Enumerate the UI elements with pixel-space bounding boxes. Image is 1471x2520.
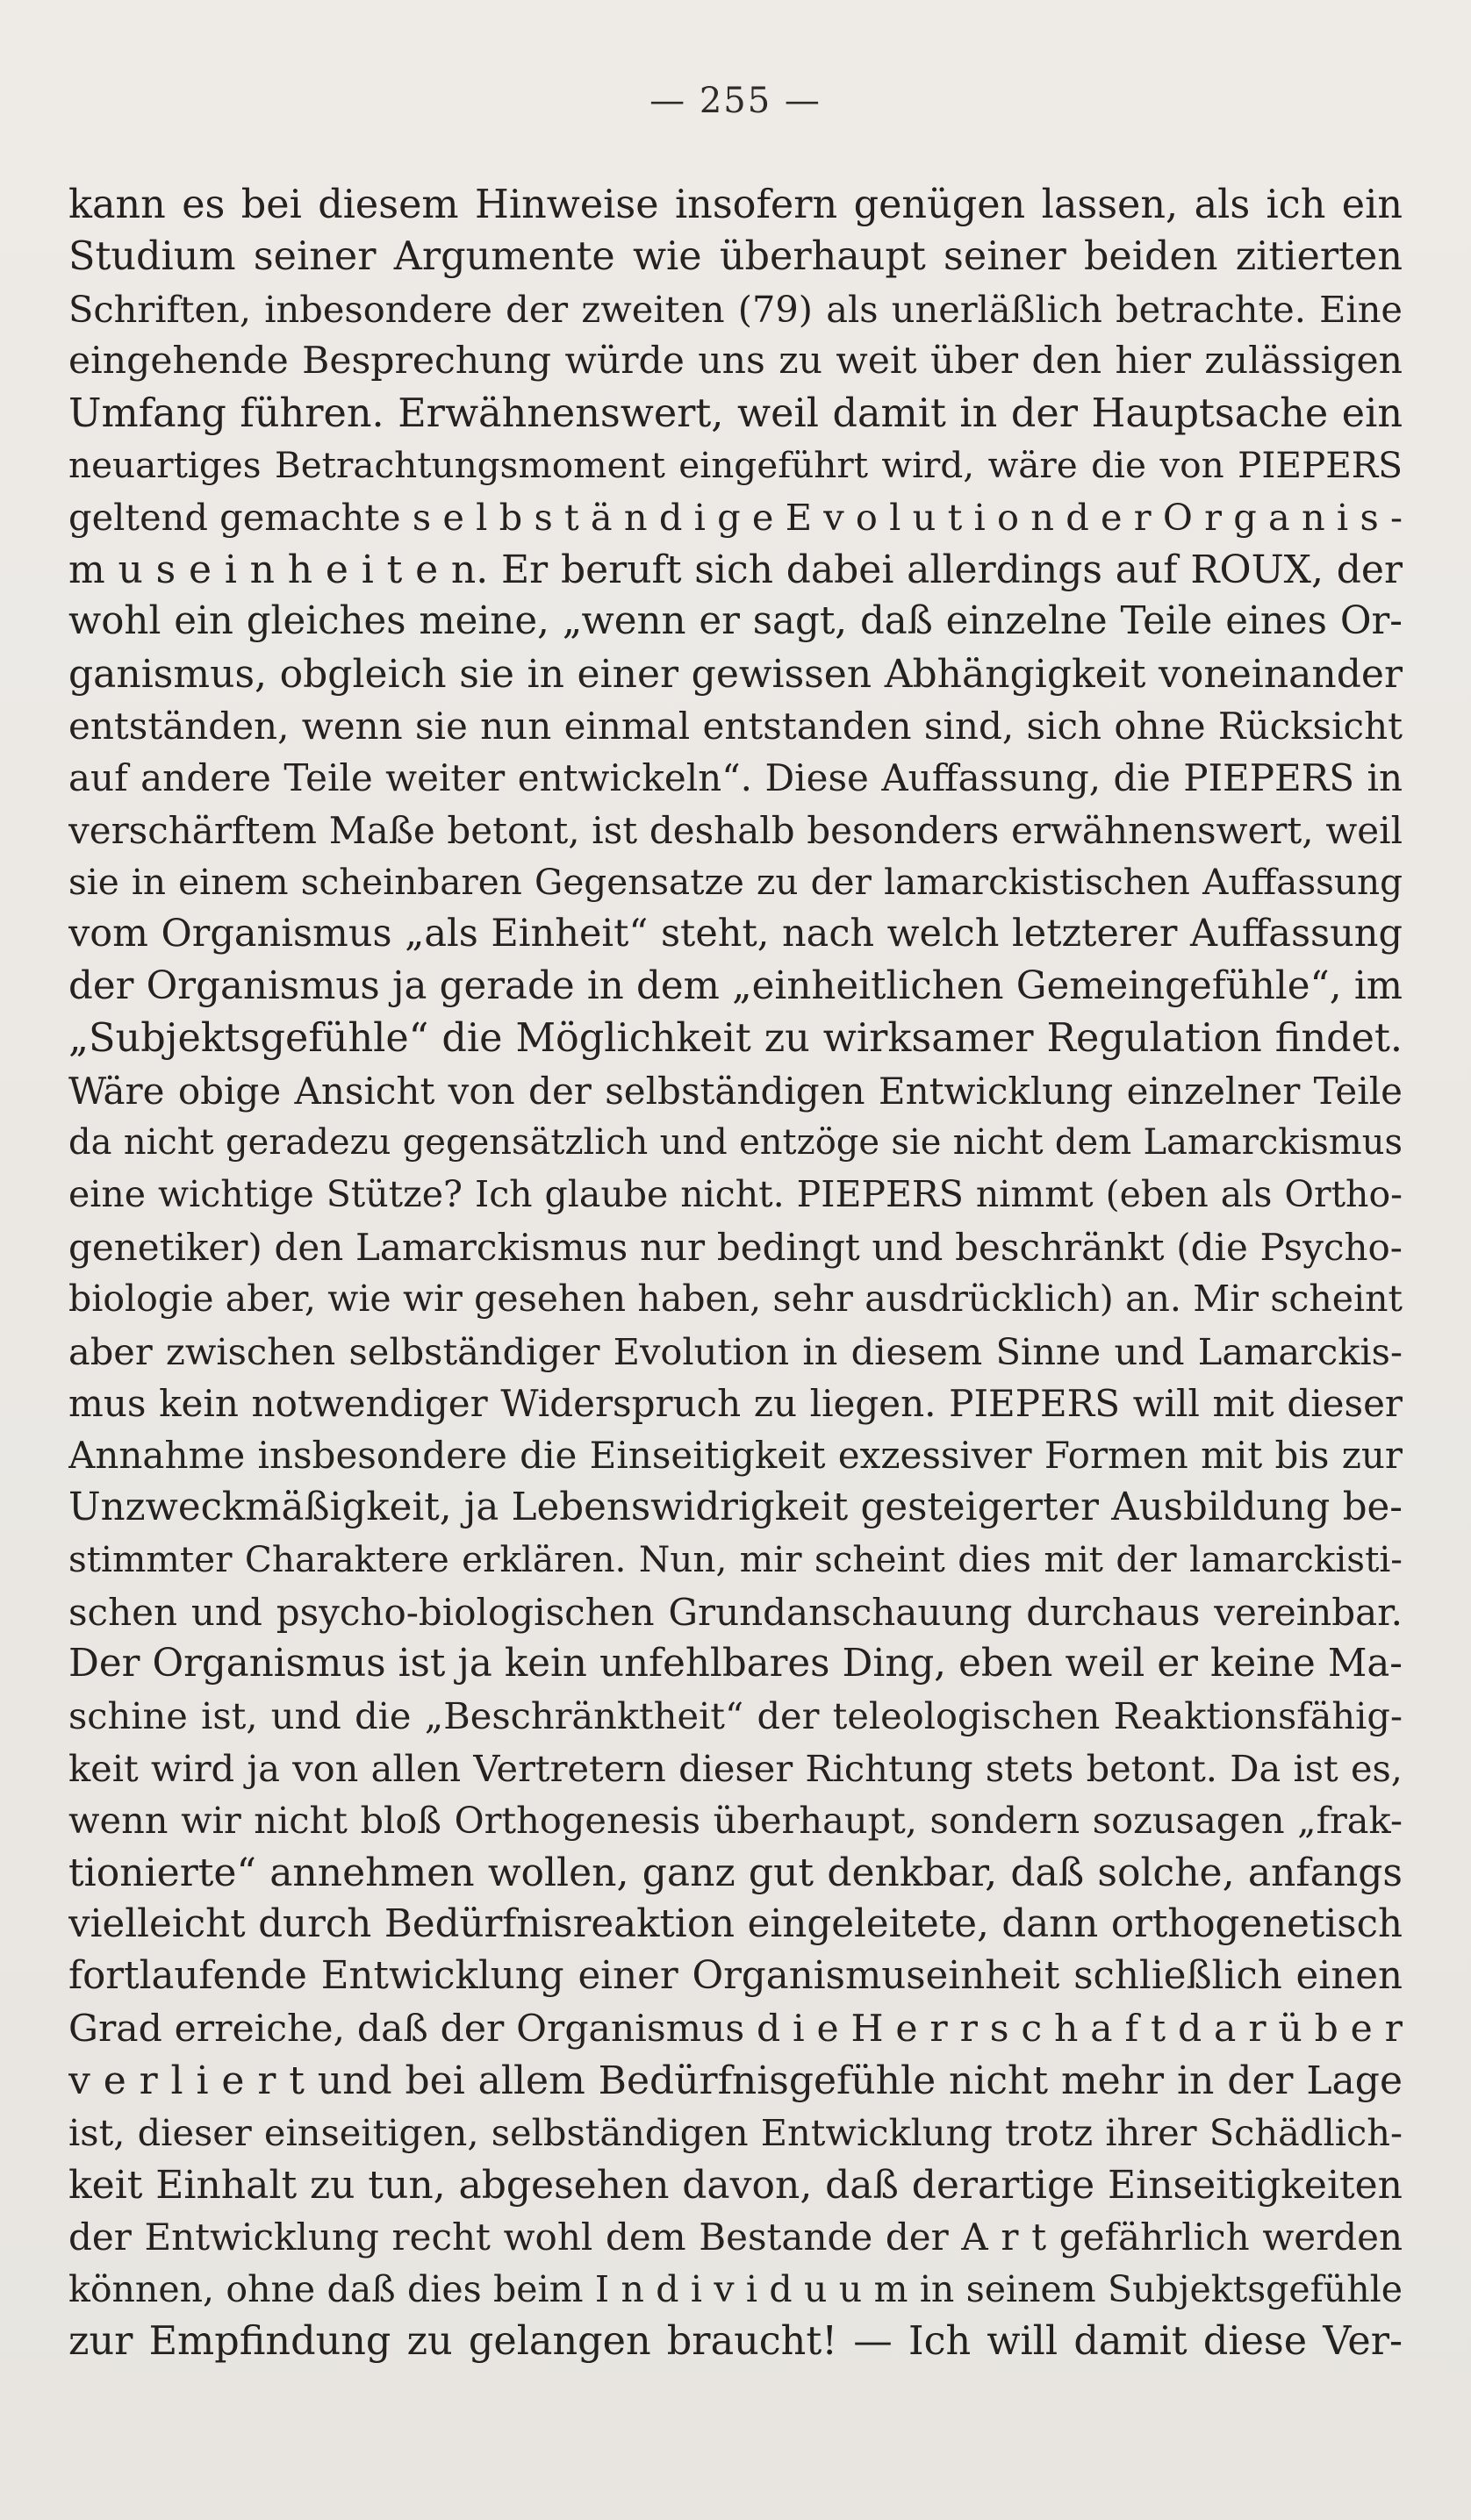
text-line: Wäre obige Ansicht von der selbständigen Entwicklung einzelner Teile: [68, 1069, 1403, 1113]
text-line: sie in einem scheinbaren Gegensatze zu der lamarckistischen Auffassung: [68, 861, 1403, 904]
text-line: mus kein notwendiger Widerspruch zu liegen. PIEPERS will mit dieser: [68, 1381, 1403, 1425]
text-line: Annahme insbesondere die Einseitigkeit exzessiver Formen mit bis zur: [68, 1434, 1403, 1478]
text-line: wenn wir nicht bloß Orthogenesis überhaupt, sondern sozusagen „frak-: [68, 1799, 1403, 1843]
text-line: v e r l i e r t und bei allem Bedürfnisgefühle nicht mehr in der Lage: [68, 2058, 1403, 2104]
text-line: verschärftem Maße betont, ist deshalb besonders erwähnenswert, weil: [68, 808, 1403, 852]
text-line: der Entwicklung recht wohl dem Bestande der A r t gefährlich werden: [68, 2216, 1403, 2259]
text-line: Studium seiner Argumente wie überhaupt seiner beiden zitierten: [68, 234, 1403, 280]
text-line: können, ohne daß dies beim I n d i v i d u u m in seinem Subjektsgefühle: [68, 2267, 1403, 2310]
text-line: Der Organismus ist ja kein unfehlbares Ding, eben weil er keine Ma-: [68, 1641, 1403, 1686]
text-line: kann es bei diesem Hinweise insofern genügen lassen, als ich ein: [68, 183, 1403, 227]
text-line: biologie aber, wie wir gesehen haben, sehr ausdrücklich) an. Mir scheint: [68, 1278, 1403, 1321]
text-line: keit Einhalt zu tun, abgesehen davon, daß derartige Einseitigkeiten: [68, 2162, 1403, 2208]
page-number: — 255 —: [649, 81, 822, 121]
text-line: genetiker) den Lamarckismus nur bedingt und beschränkt (die Psycho-: [68, 1225, 1403, 1269]
text-line: Grad erreiche, daß der Organismus d i e H e r r s c h a f t d a r ü b e r: [68, 2007, 1403, 2051]
text-line: schine ist, und die „Beschränktheit“ der teleologischen Reaktionsfähig-: [68, 1694, 1403, 1738]
text-line: tionierte“ annehmen wollen, ganz gut denkbar, daß solche, anfangs: [68, 1850, 1403, 1895]
text-line: keit wird ja von allen Vertretern dieser Richtung stets betont. Da ist es,: [68, 1746, 1403, 1790]
text-line: eine wichtige Stütze? Ich glaube nicht. PIEPERS nimmt (eben als Ortho-: [68, 1173, 1403, 1216]
text-line: geltend gemachte s e l b s t ä n d i g e E v o l u t i o n d e r O r g a n i s -: [68, 496, 1403, 540]
text-line: Unzweckmäßigkeit, ja Lebenswidrigkeit gesteigerter Ausbildung be-: [68, 1485, 1403, 1529]
text-line: entständen, wenn sie nun einmal entstanden sind, sich ohne Rücksicht: [68, 704, 1403, 748]
text-line: schen und psycho-biologischen Grundanschauung durchaus vereinbar.: [68, 1590, 1403, 1634]
text-line: auf andere Teile weiter entwickeln“. Diese Auffassung, die PIEPERS in: [68, 756, 1403, 800]
text-line: m u s e i n h e i t e n. Er beruft sich dabei allerdings auf ROUX, der: [68, 547, 1403, 592]
text-line: stimmter Charaktere erklären. Nun, mir scheint dies mit der lamarckisti-: [68, 1538, 1403, 1581]
text-line: Schriften, inbesondere der zweiten (79) als unerläßlich betrachte. Eine: [68, 287, 1403, 331]
text-line: da nicht geradezu gegensätzlich und entzöge sie nicht dem Lamarckismus: [68, 1122, 1403, 1163]
text-line: zur Empfindung zu gelangen braucht! — Ich will damit diese Ver-: [68, 2319, 1403, 2365]
text-line: ist, dieser einseitigen, selbständigen Entwicklung trotz ihrer Schädlich-: [68, 2111, 1403, 2155]
text-line: „Subjektsgefühle“ die Möglichkeit zu wirksamer Regulation findet.: [68, 1016, 1403, 1062]
body-text: [68, 179, 1403, 2367]
text-line: der Organismus ja gerade in dem „einheitlichen Gemeingefühle“, im: [68, 963, 1403, 1008]
text-line: wohl ein gleiches meine, „wenn er sagt, daß einzelne Teile eines Or-: [68, 599, 1403, 644]
text-line: fortlaufende Entwicklung einer Organismuseinheit schließlich einen: [68, 1954, 1403, 1999]
text-line: neuartiges Betrachtungsmoment eingeführt wird, wäre die von PIEPERS: [68, 443, 1403, 486]
text-line: Umfang führen. Erwähnenswert, weil damit in der Hauptsache ein: [68, 390, 1403, 436]
text-line: eingehende Besprechung würde uns zu weit über den hier zulässigen: [68, 340, 1403, 383]
text-line: ganismus, obgleich sie in einer gewissen Abhängigkeit voneinander: [68, 651, 1403, 697]
text-line: aber zwischen selbständiger Evolution in diesem Sinne und Lamarckis-: [68, 1329, 1403, 1373]
text-line: vielleicht durch Bedürfnisreaktion eingeleitete, dann orthogenetisch: [68, 1901, 1403, 1946]
text-line: vom Organismus „als Einheit“ steht, nach welch letzterer Auffassung: [68, 912, 1403, 956]
